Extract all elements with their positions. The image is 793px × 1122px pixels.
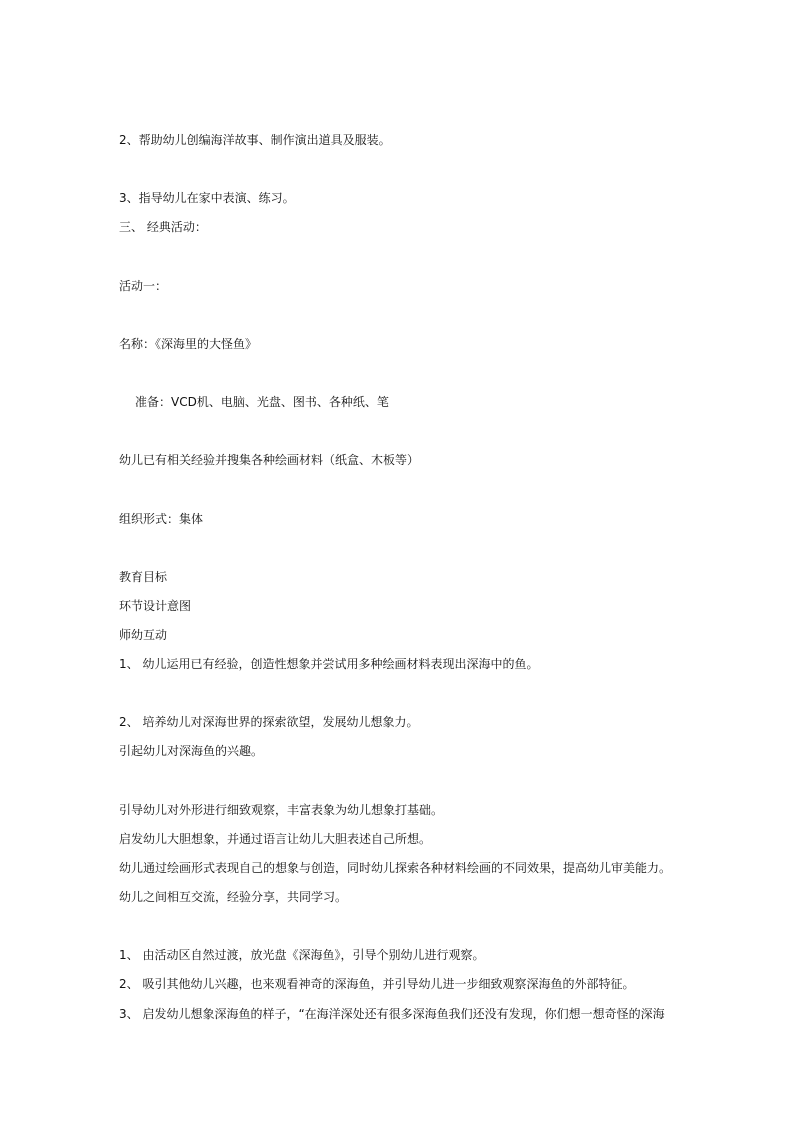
intent-line-3: 启发幼儿大胆想象，并通过语言让幼儿大胆表述自己所想。: [119, 832, 432, 846]
teacher-child-interaction-heading: 师幼互动: [119, 628, 168, 642]
education-goals-heading: 教育目标: [119, 570, 168, 584]
text-line-2: 3、指导幼儿在家中表演、练习。: [119, 191, 295, 205]
text-line-1: 2、帮助幼儿创编海洋故事、制作演出道具及服装。: [119, 133, 391, 147]
interaction-item-3: 3、 启发幼儿想象深海鱼的样子，“在海洋深处还有很多深海鱼我们还没有发现，你们想一想奇怪的深海: [119, 1007, 665, 1021]
organization-form: 组织形式：集体: [119, 512, 204, 526]
interaction-item-1: 1、 由活动区自然过渡，放光盘《深海鱼》，引导个别幼儿进行观察。: [119, 948, 485, 962]
section-heading-classic-activities: 三、 经典活动：: [119, 220, 207, 234]
intent-line-4: 幼儿通过绘画形式表现自己的想象与创造，同时幼儿探索各种材料绘画的不同效果，提高幼儿审美能力。: [119, 861, 672, 875]
intent-line-2: 引导幼儿对外形进行细致观察，丰富表象为幼儿想象打基础。: [119, 803, 444, 817]
interaction-item-2: 2、 吸引其他幼儿兴趣，也来观看神奇的深海鱼，并引导幼儿进一步细致观察深海鱼的外部特征。: [119, 977, 635, 991]
goal-item-1: 1、 幼儿运用已有经验，创造性想象并尝试用多种绘画材料表现出深海中的鱼。: [119, 657, 539, 671]
intent-line-1: 引起幼儿对深海鱼的兴趣。: [119, 744, 264, 758]
intent-line-5: 幼儿之间相互交流，经验分享，共同学习。: [119, 890, 348, 904]
design-intent-heading: 环节设计意图: [119, 599, 192, 613]
activity-one-heading: 活动一：: [119, 279, 168, 293]
activity-name: 名称：《深海里的大怪鱼》: [119, 337, 258, 351]
activity-preparation: 准备：VCD机、电脑、光盘、图书、各种纸、笔: [135, 395, 389, 409]
goal-item-2: 2、 培养幼儿对深海世界的探索欲望，发展幼儿想象力。: [119, 715, 419, 729]
text-line-prior-experience: 幼儿已有相关经验并搜集各种绘画材料（纸盒、木板等）: [119, 453, 420, 467]
